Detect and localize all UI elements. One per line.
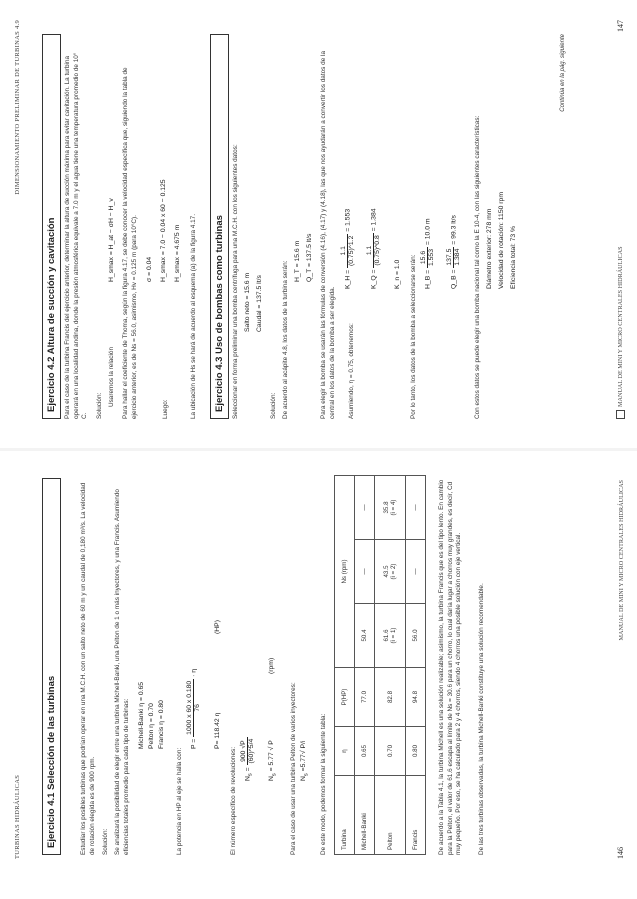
qb-fraction [446, 247, 461, 268]
table-row [355, 476, 375, 855]
cell-ns-2: — [406, 540, 426, 604]
page-gutter [0, 448, 637, 451]
power-numerator: 1000 x 60 x 0.180 [186, 680, 193, 735]
cell-ns4-jets: (i = 4) [390, 499, 397, 516]
ns-equals: = [244, 767, 252, 772]
ns2-rhs: = 5.77 √ P [268, 740, 275, 772]
cell-power: 94.8 [406, 668, 426, 727]
table-header-row [335, 476, 355, 855]
hb-denominator: 1.553 [428, 249, 435, 267]
hb-lhs: H_B = [424, 269, 432, 289]
running-header: TURBINAS HIDRÁULICAS [14, 774, 21, 859]
header-ns: Ns (rpm) [335, 476, 355, 668]
cell-eta: 0.65 [355, 727, 375, 776]
selection-text: Con estos datos se puede elegir una bomba nacional tal como la E 10-4, con las siguientes características: [474, 115, 481, 419]
cell-ns-2: — [355, 540, 375, 604]
kh-result: = 1.553 [344, 208, 352, 232]
problem-text: Estudiar los posibles turbinas que podrían operar en una M.C.H. con un salto neto de 60 m y un caudal de 0,180 m³/s. La velocidad de rotación elegida es de 900 rpm. [80, 482, 96, 855]
kh-denominator: (0.75)^1.2 [348, 235, 355, 267]
ns-subscript: s [247, 773, 254, 777]
pelton-intro: Para el caso de usar una turbina Pelton de varios inyectores: [290, 682, 297, 855]
kq-equation [366, 208, 381, 289]
ns2-subscript: s [271, 773, 278, 777]
efficiency-pelton: Pelton η = 0.70 [148, 703, 155, 749]
kq-result: = 1.384 [370, 208, 378, 232]
cell-ns [375, 604, 406, 668]
hb-fraction [420, 247, 435, 268]
hb-result: = 10.0 m [424, 218, 432, 246]
hs-note: La ubicación de Hs se hará de acuerdo al esquema (a) de la figura 4.17. [190, 214, 197, 419]
footer [618, 480, 625, 641]
kq-numerator: 1.1 [366, 233, 374, 267]
qb-equation [446, 215, 461, 289]
publisher-logo-icon [616, 410, 625, 419]
solution-label: Solución: [102, 828, 109, 855]
solution-label: Solución: [270, 392, 277, 419]
pelton-symbol: N [300, 776, 307, 781]
pump-efficiency: Eficiencia total: 73 % [510, 225, 517, 289]
relation-equation: H_smax = H_at − σH − H_v [108, 198, 115, 282]
efficiency-michell: Michell-Banki η = 0.65 [138, 681, 145, 749]
header-turbina: Turbina [335, 776, 355, 855]
kn-value: K_n = 1.0 [394, 259, 401, 289]
continued-note: Continúa en la pág. siguiente [560, 34, 566, 112]
kh-fraction [340, 234, 355, 268]
cell-ns-value: 61.6 [383, 629, 390, 642]
ht-value: H_T = 15.6 m [294, 240, 301, 282]
luego-label: Luego: [162, 399, 169, 419]
table-intro: De este modo, podemos formar la siguiente tabla: [320, 713, 327, 855]
header-eta: η [335, 727, 355, 776]
hb-numerator: 15.6 [420, 247, 428, 268]
kh-numerator: 1.1 [340, 234, 348, 268]
thoma-text: Para hallar el coeficiente de Thoma, según la figura 4.17, se debe conocer la velocidad específica que, siguiendo la tabla de ejercicio anterior, es de Ns = 56.0, asimismo, Hv = 0.125 m (para 10°C). [122, 67, 138, 419]
ns-unit: (rpm) [268, 657, 275, 674]
cell-ns: 56.0 [406, 604, 426, 668]
ns-numerator: 900 √P [240, 737, 248, 766]
power-intro: La potencia en HP al eje se halla con: [176, 747, 183, 855]
ns-equation-2 [268, 740, 277, 781]
power-result: P= 118.42 η [214, 712, 221, 749]
cell-ns4-value: 35.8 [383, 501, 390, 514]
solution-label: Solución: [96, 392, 103, 419]
salto-neto: Salto neto = 15.6 m [244, 272, 251, 332]
cell-turbine: Michell-Banki [355, 776, 375, 855]
cell-ns-2 [375, 540, 406, 604]
page-number: 147 [616, 20, 625, 32]
cell-eta: 0.80 [406, 727, 426, 776]
power-fraction [186, 679, 201, 737]
qb-lhs: Q_B = [450, 269, 458, 289]
right-page [0, 0, 637, 447]
turbine-table [334, 475, 426, 855]
power-equation [186, 669, 201, 749]
caudal: Caudal = 137.5 lt/s [256, 275, 263, 332]
footer-text: MANUAL DE MINI Y MICRO CENTRALES HIDRÁULICAS [616, 246, 624, 407]
pump-speed: Velocidad de rotación: 1150 rpm [498, 192, 505, 289]
ns-denominator: (60)^5/4 [248, 738, 255, 764]
pelton-rhs: =5.77√ P/i [300, 740, 307, 772]
exercise-title: Ejercicio 4.2 Altura de succión y cavitación [42, 34, 61, 419]
hs-calculation: H_smax = 7.0 − 0.04 x 60 − 0.125 [160, 179, 167, 282]
cell-ns-4 [375, 476, 406, 540]
qb-result: = 99.3 lt/s [450, 215, 458, 245]
ns-intro: El número específico de revoluciones: [230, 747, 237, 855]
power-lhs: P = [190, 738, 198, 749]
bomba-intro: Por lo tanto, los datos de la bomba a seleccionarse serán: [410, 254, 417, 419]
page-number: 146 [616, 847, 625, 859]
cell-ns-4: — [355, 476, 375, 540]
ns-fraction [240, 737, 255, 766]
cell-ns-jets: (i = 1) [390, 627, 397, 644]
header-power: P(HP) [335, 668, 355, 727]
hb-equation [420, 218, 435, 289]
kq-fraction [366, 233, 381, 267]
footer [616, 246, 625, 419]
cell-eta: 0.70 [375, 727, 406, 776]
problem-text: Seleccionar en forma preliminar una bomba centrífuga para una M.C.H. con los siguientes datos: [232, 144, 239, 419]
cell-power: 77.0 [355, 668, 375, 727]
exercise-title: Ejercicio 4.1 Selección de las turbinas [42, 478, 61, 855]
solution-text: Se analizará la posibilidad de elegir entre una turbina Michell-Banki, una Pelton de 1 o más inyectores, y una Francis. Asumiendo eficiencias totales promedio para cada tipo de turbinas: [114, 489, 130, 855]
table-row [406, 476, 426, 855]
qt-value: Q_T = 137.5 lt/s [306, 233, 313, 282]
hs-result: H_smax = 4.675 m [174, 224, 181, 282]
pelton-subscript: s [303, 773, 310, 777]
kh-equation [340, 209, 355, 289]
left-page [0, 450, 637, 899]
conversion-text: Para elegir la bomba se usarán las fórmulas de conversión (4.16), (4.17) y (4.18), las que nos ayudarán a convertir los datos de la central en los datos de la bomba a ser elegida. [320, 50, 336, 419]
relation-label: Usaremos la relación [108, 346, 115, 407]
kh-intro: Asumiendo, η = 0.75, obtenemos: [348, 323, 355, 419]
cell-ns-4: — [406, 476, 426, 540]
pelton-equation [300, 741, 309, 781]
cell-ns2-jets: (i = 2) [390, 563, 397, 580]
cell-power: 82.8 [375, 668, 406, 727]
efficiency-francis: Francis η = 0.80 [158, 700, 165, 749]
ns-symbol: N [244, 776, 252, 781]
conclusion-text: De acuerdo a la Tabla 4.1, la turbina Michell es una solución realizable; asimismo, la turbina Francis que es del tipo lento. En cambio para la Pelton, el valor de 61.6 escapa al límite de Ns = 30.6 para un chorro, lo cual daría lugar a chorros muy grandes, es decir, Cd muy pequeño. Por eso, se ha calculado para 2 y 4 chorros, siendo 4 chorros una posible solución con eje vertical. [438, 479, 463, 855]
exercise-title: Ejercicio 4.3 Uso de bombas como turbinas [210, 34, 229, 419]
footer-text: MANUAL DE MINI Y MICRO CENTRALES HIDRÁULICAS [618, 480, 625, 641]
cell-ns2-value: 43.5 [383, 565, 390, 578]
kq-lhs: K_Q = [370, 269, 378, 289]
power-denominator: 76 [194, 704, 201, 712]
power-tail: · η [190, 668, 198, 677]
cell-turbine: Francis [406, 776, 426, 855]
power-unit: (HP) [214, 620, 221, 634]
running-header: DIMENSIONAMIENTO PRELIMINAR DE TURBINAS 4.9 [14, 20, 21, 195]
pump-diameter: Diámetro exterior: 278 mm [486, 208, 493, 289]
kh-lhs: K_H = [344, 269, 352, 289]
table-row [375, 476, 406, 855]
problem-text: Para el caso de la turbina Francis del ejercicio anterior, determinar la altura de succión máxima para evitar cavitación. La turbina operará en una localidad andina, donde la presión atmosférica equivale a 7.0 m y el agua tiene una temperatura promedio de 10° C. [64, 52, 89, 419]
ns2-symbol: N [268, 776, 275, 781]
cell-ns: 50.4 [355, 604, 375, 668]
qb-numerator: 137.5 [446, 248, 453, 266]
ns-equation-1 [240, 737, 255, 781]
kq-denominator: (0.75)^0.8 [374, 235, 381, 266]
cell-turbine: Pelton [375, 776, 406, 855]
solution-text: De acuerdo al acápite 4.8, los datos de la turbina serán: [282, 260, 289, 419]
sigma-value: σ = 0.04 [146, 256, 153, 282]
recommendation-text: De las tres turbinas observadas, la turbina Michell-Banki constituye una solución recomendable. [478, 583, 485, 855]
qb-denominator: 1.384 [454, 248, 461, 266]
